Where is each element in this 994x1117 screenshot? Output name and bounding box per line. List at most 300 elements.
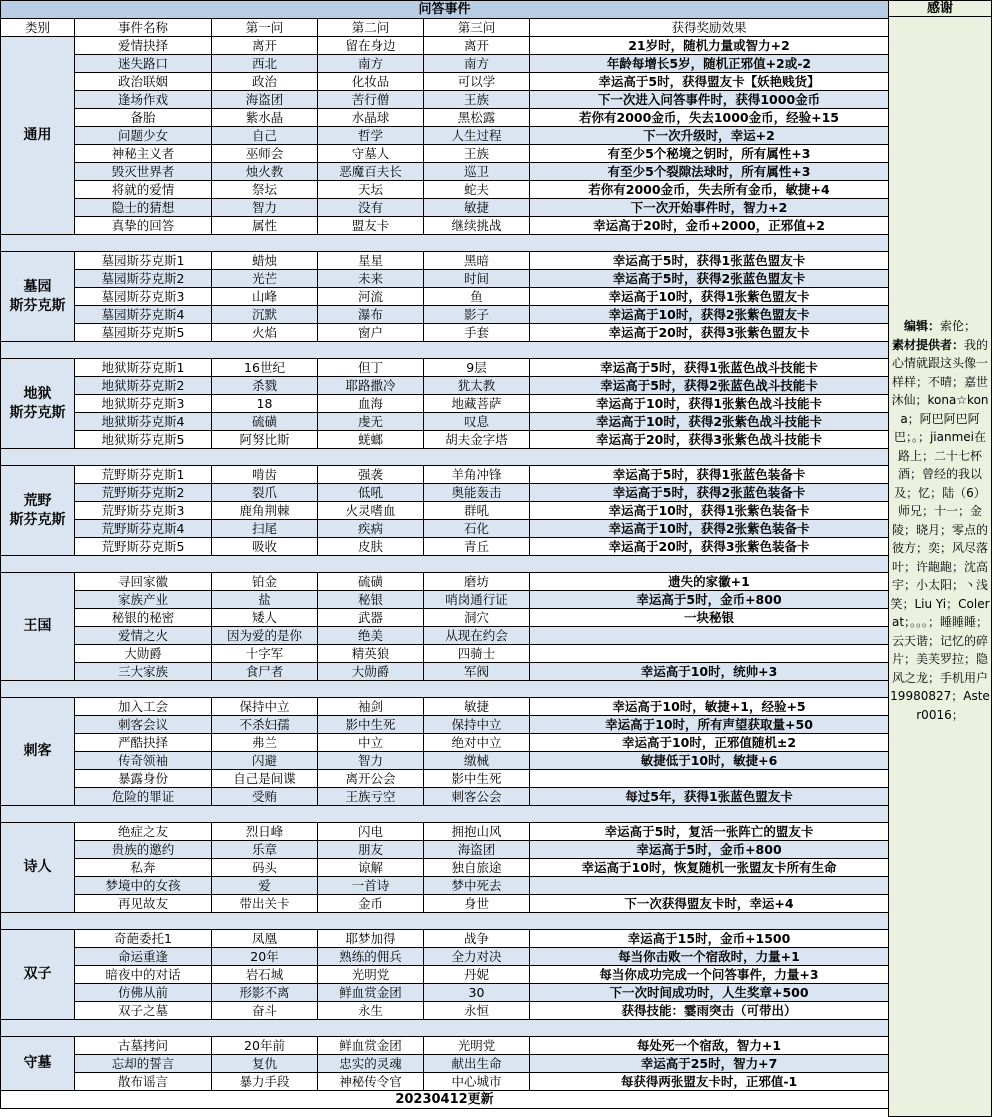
table-row	[1, 770, 889, 788]
table-row	[1, 734, 889, 752]
reward-effect	[530, 770, 889, 788]
first-answer: 鹿角荆棘	[212, 502, 318, 520]
second-answer: 强袭	[318, 466, 424, 484]
second-answer: 永生	[318, 1002, 424, 1020]
event-name: 奇葩委托1	[75, 930, 212, 948]
first-answer: 食尸者	[212, 663, 318, 681]
reward-effect: 幸运高于5时，获得2张蓝色战斗技能卡	[530, 377, 889, 395]
event-name: 绝症之友	[75, 823, 212, 841]
reward-effect: 21岁时，随机力量或智力+2	[530, 37, 889, 55]
reward-effect: 遗失的家徽+1	[530, 573, 889, 591]
table-row	[1, 431, 889, 449]
table-row	[1, 1002, 889, 1020]
table-row	[1, 163, 889, 181]
event-name: 暴露身份	[75, 770, 212, 788]
header-third-question: 第三问	[424, 19, 530, 37]
reward-effect: 幸运高于10时，敏捷+1，经验+5	[530, 698, 889, 716]
header-reward-effect: 获得奖励效果	[530, 19, 889, 37]
event-name: 三大家族	[75, 663, 212, 681]
second-answer: 河流	[318, 288, 424, 306]
second-answer: 精英狼	[318, 645, 424, 663]
third-answer: 四骑士	[424, 645, 530, 663]
second-answer: 星星	[318, 252, 424, 270]
first-answer: 爱	[212, 877, 318, 895]
header-event-name: 事件名称	[75, 19, 212, 37]
first-answer: 铂金	[212, 573, 318, 591]
event-name: 地狱斯芬克斯2	[75, 377, 212, 395]
second-answer: 化妆品	[318, 73, 424, 91]
reward-effect: 幸运高于10时，获得2张紫色战斗技能卡	[530, 413, 889, 431]
reward-effect: 每处死一个宿敌，智力+1	[530, 1037, 889, 1055]
category-cell: 双子	[1, 930, 75, 1020]
second-answer: 耶梦加得	[318, 930, 424, 948]
reward-effect: 幸运高于10时，获得1张紫色盟友卡	[530, 288, 889, 306]
third-answer: 离开	[424, 37, 530, 55]
event-name: 大勋爵	[75, 645, 212, 663]
event-name: 将就的爱情	[75, 181, 212, 199]
event-name: 贵族的邀约	[75, 841, 212, 859]
third-answer: 绝对中立	[424, 734, 530, 752]
header-category: 类别	[1, 19, 75, 37]
reward-effect: 幸运高于10时，获得1张紫色战斗技能卡	[530, 395, 889, 413]
separator-cell	[1, 235, 889, 252]
third-answer: 永恒	[424, 1002, 530, 1020]
reward-effect	[530, 627, 889, 645]
second-answer: 谅解	[318, 859, 424, 877]
table-title: 问答事件	[1, 1, 889, 19]
event-name: 墓园斯芬克斯2	[75, 270, 212, 288]
event-name: 地狱斯芬克斯4	[75, 413, 212, 431]
separator-cell	[1, 913, 889, 930]
second-answer: 绝美	[318, 627, 424, 645]
table-row	[1, 609, 889, 627]
category-cell: 通用	[1, 37, 75, 235]
category-cell: 荒野 斯芬克斯	[1, 466, 75, 556]
event-name: 荒野斯芬克斯3	[75, 502, 212, 520]
first-answer: 蜡烛	[212, 252, 318, 270]
reward-effect: 幸运高于15时，金币+1500	[530, 930, 889, 948]
first-answer: 20年	[212, 948, 318, 966]
table-row	[1, 538, 889, 556]
third-answer: 海盗团	[424, 841, 530, 859]
third-answer: 黑暗	[424, 252, 530, 270]
reward-effect: 获得技能：霎雨突击（可带出）	[530, 1002, 889, 1020]
providers-label: 素材提供者：	[891, 337, 964, 352]
event-name: 备胎	[75, 109, 212, 127]
first-answer: 不杀妇孺	[212, 716, 318, 734]
event-name: 私奔	[75, 859, 212, 877]
first-answer: 海盗团	[212, 91, 318, 109]
event-name: 刺客会议	[75, 716, 212, 734]
thanks-panel	[888, 17, 992, 1117]
second-answer: 留在身边	[318, 37, 424, 55]
third-answer: 奥能轰击	[424, 484, 530, 502]
table-row	[1, 55, 889, 73]
table-row	[1, 966, 889, 984]
second-answer: 没有	[318, 199, 424, 217]
first-answer: 形影不离	[212, 984, 318, 1002]
third-answer: 蛇夫	[424, 181, 530, 199]
third-answer: 拥抱山风	[424, 823, 530, 841]
second-answer: 影中生死	[318, 716, 424, 734]
event-name: 墓园斯芬克斯1	[75, 252, 212, 270]
first-answer: 带出关卡	[212, 895, 318, 913]
second-answer: 中立	[318, 734, 424, 752]
event-name: 传奇领袖	[75, 752, 212, 770]
reward-effect: 敏捷低于10时，敏捷+6	[530, 752, 889, 770]
first-answer: 裂爪	[212, 484, 318, 502]
second-answer: 窗户	[318, 324, 424, 342]
table-row	[1, 73, 889, 91]
table-row	[1, 698, 889, 716]
reward-effect: 每当你击败一个宿敌时，力量+1	[530, 948, 889, 966]
event-name: 严酷抉择	[75, 734, 212, 752]
event-name: 爱情之火	[75, 627, 212, 645]
table-row	[1, 181, 889, 199]
second-answer: 神秘传令官	[318, 1073, 424, 1091]
group-separator	[1, 449, 889, 466]
second-answer: 耶路撒冷	[318, 377, 424, 395]
reward-effect: 每获得两张盟友卡时，正邪值-1	[530, 1073, 889, 1091]
group-separator	[1, 556, 889, 573]
reward-effect: 幸运高于5时，获得1张蓝色战斗技能卡	[530, 359, 889, 377]
second-answer: 硫磺	[318, 573, 424, 591]
second-answer: 天坛	[318, 181, 424, 199]
reward-effect: 幸运高于10时，恢复随机一张盟友卡所有生命	[530, 859, 889, 877]
second-answer: 朋友	[318, 841, 424, 859]
event-name: 仿佛从前	[75, 984, 212, 1002]
first-answer: 巫师会	[212, 145, 318, 163]
category-cell: 王国	[1, 573, 75, 681]
third-answer: 影中生死	[424, 770, 530, 788]
group-separator	[1, 342, 889, 359]
table-row	[1, 627, 889, 645]
group-separator	[1, 806, 889, 823]
reward-effect: 幸运高于5时，获得1张蓝色装备卡	[530, 466, 889, 484]
table-row	[1, 413, 889, 431]
reward-effect: 幸运高于25时，智力+7	[530, 1055, 889, 1073]
second-answer: 恶魔百夫长	[318, 163, 424, 181]
first-answer: 暴力手段	[212, 1073, 318, 1091]
first-answer: 因为爱的是你	[212, 627, 318, 645]
table-row	[1, 252, 889, 270]
event-name: 梦境中的女孩	[75, 877, 212, 895]
reward-effect: 幸运高于20时，获得3张紫色战斗技能卡	[530, 431, 889, 449]
third-answer: 黑松露	[424, 109, 530, 127]
table-row	[1, 324, 889, 342]
second-answer: 离开公会	[318, 770, 424, 788]
reward-effect: 幸运高于5时，获得2张蓝色装备卡	[530, 484, 889, 502]
second-answer: 疾病	[318, 520, 424, 538]
reward-effect: 幸运高于5时，获得1张蓝色盟友卡	[530, 252, 889, 270]
third-answer: 地藏菩萨	[424, 395, 530, 413]
table-row	[1, 591, 889, 609]
first-answer: 弗兰	[212, 734, 318, 752]
third-answer: 献出生命	[424, 1055, 530, 1073]
third-answer: 鱼	[424, 288, 530, 306]
second-answer: 忠实的灵魂	[318, 1055, 424, 1073]
separator-cell	[1, 342, 889, 359]
group-separator	[1, 235, 889, 252]
table-row	[1, 752, 889, 770]
third-answer: 敏捷	[424, 698, 530, 716]
first-answer: 政治	[212, 73, 318, 91]
table-row	[1, 395, 889, 413]
reward-effect: 幸运高于10时，统帅+3	[530, 663, 889, 681]
event-name: 寻回家徽	[75, 573, 212, 591]
reward-effect: 下一次开始事件时，智力+2	[530, 199, 889, 217]
event-name: 双子之墓	[75, 1002, 212, 1020]
event-name: 忘却的誓言	[75, 1055, 212, 1073]
first-answer: 硫磺	[212, 413, 318, 431]
table-row	[1, 145, 889, 163]
third-answer: 群吼	[424, 502, 530, 520]
reward-effect: 幸运高于5时，金币+800	[530, 591, 889, 609]
third-answer: 犹太教	[424, 377, 530, 395]
table-row	[1, 716, 889, 734]
third-answer: 全力对决	[424, 948, 530, 966]
table-row	[1, 466, 889, 484]
third-answer: 叹息	[424, 413, 530, 431]
third-answer: 羊角冲锋	[424, 466, 530, 484]
reward-effect: 年龄每增长5岁，随机正邪值+2或-2	[530, 55, 889, 73]
editor-name: 索伦；	[940, 319, 977, 333]
first-answer: 吸收	[212, 538, 318, 556]
first-answer: 岩石城	[212, 966, 318, 984]
first-answer: 18	[212, 395, 318, 413]
first-answer: 保持中立	[212, 698, 318, 716]
table-row	[1, 823, 889, 841]
second-answer: 鲜血赏金团	[318, 1037, 424, 1055]
table-row	[1, 359, 889, 377]
event-name: 荒野斯芬克斯1	[75, 466, 212, 484]
event-name: 荒野斯芬克斯2	[75, 484, 212, 502]
reward-effect: 幸运高于10时，所有声望获取量+50	[530, 716, 889, 734]
category-cell: 墓园 斯芬克斯	[1, 252, 75, 342]
event-name: 逢场作戏	[75, 91, 212, 109]
event-name: 问题少女	[75, 127, 212, 145]
first-answer: 属性	[212, 217, 318, 235]
table-row	[1, 306, 889, 324]
event-name: 秘银的秘密	[75, 609, 212, 627]
table-row	[1, 895, 889, 913]
table-row	[1, 1037, 889, 1055]
reward-effect: 幸运高于20时，获得3张紫色盟友卡	[530, 324, 889, 342]
reward-effect: 幸运高于5时，获得盟友卡【妖艳贱货】	[530, 73, 889, 91]
third-answer: 王族	[424, 145, 530, 163]
event-name: 地狱斯芬克斯3	[75, 395, 212, 413]
third-answer: 继续挑战	[424, 217, 530, 235]
table-row	[1, 91, 889, 109]
third-answer: 缴械	[424, 752, 530, 770]
event-name: 暗夜中的对话	[75, 966, 212, 984]
header-second-question: 第二问	[318, 19, 424, 37]
table-row	[1, 377, 889, 395]
third-answer: 手套	[424, 324, 530, 342]
reward-effect: 幸运高于5时，金币+800	[530, 841, 889, 859]
table-row	[1, 930, 889, 948]
first-answer: 紫水晶	[212, 109, 318, 127]
editor-label: 编辑：	[903, 319, 940, 333]
footer-row	[1, 1091, 889, 1109]
update-date: 20230412更新	[1, 1091, 889, 1109]
third-answer: 巡卫	[424, 163, 530, 181]
third-answer: 时间	[424, 270, 530, 288]
event-name: 地狱斯芬克斯5	[75, 431, 212, 449]
reward-effect: 下一次时间成功时，人生奖章+500	[530, 984, 889, 1002]
reward-effect: 幸运高于10时，获得1张紫色装备卡	[530, 502, 889, 520]
first-answer: 凤凰	[212, 930, 318, 948]
third-answer: 胡夫金字塔	[424, 431, 530, 449]
first-answer: 光芒	[212, 270, 318, 288]
event-name: 地狱斯芬克斯1	[75, 359, 212, 377]
reward-effect: 一块秘银	[530, 609, 889, 627]
first-answer: 十字军	[212, 645, 318, 663]
reward-effect: 有至少5个秘境之钥时，所有属性+3	[530, 145, 889, 163]
event-name: 墓园斯芬克斯4	[75, 306, 212, 324]
table-row	[1, 984, 889, 1002]
reward-effect: 幸运高于5时，复活一张阵亡的盟友卡	[530, 823, 889, 841]
header-first-question: 第一问	[212, 19, 318, 37]
table-row	[1, 1073, 889, 1091]
third-answer: 哨岗通行证	[424, 591, 530, 609]
third-answer: 身世	[424, 895, 530, 913]
separator-cell	[1, 806, 889, 823]
event-name: 古墓拷问	[75, 1037, 212, 1055]
group-separator	[1, 681, 889, 698]
first-answer: 沉默	[212, 306, 318, 324]
second-answer: 但丁	[318, 359, 424, 377]
second-answer: 南方	[318, 55, 424, 73]
event-name: 加入工会	[75, 698, 212, 716]
second-answer: 秘银	[318, 591, 424, 609]
reward-effect: 幸运高于10时，获得2张紫色装备卡	[530, 520, 889, 538]
third-answer: 刺客公会	[424, 788, 530, 806]
second-answer: 水晶球	[318, 109, 424, 127]
first-answer: 祭坛	[212, 181, 318, 199]
table-row	[1, 520, 889, 538]
second-answer: 瀑布	[318, 306, 424, 324]
table-row	[1, 663, 889, 681]
second-answer: 未来	[318, 270, 424, 288]
separator-cell	[1, 556, 889, 573]
reward-effect: 幸运高于10时，正邪值随机±2	[530, 734, 889, 752]
event-name: 危险的罪证	[75, 788, 212, 806]
second-answer: 蜣螂	[318, 431, 424, 449]
reward-effect	[530, 645, 889, 663]
table-row	[1, 270, 889, 288]
third-answer: 军阀	[424, 663, 530, 681]
second-answer: 光明党	[318, 966, 424, 984]
category-cell: 刺客	[1, 698, 75, 806]
first-answer: 闪避	[212, 752, 318, 770]
event-name: 神秘主义者	[75, 145, 212, 163]
second-answer: 血海	[318, 395, 424, 413]
reward-effect: 若你有2000金币，失去所有金币，敏捷+4	[530, 181, 889, 199]
table-row	[1, 859, 889, 877]
first-answer: 自己	[212, 127, 318, 145]
second-answer: 盟友卡	[318, 217, 424, 235]
table-row	[1, 37, 889, 55]
event-name: 真挚的回答	[75, 217, 212, 235]
table-row	[1, 788, 889, 806]
reward-effect: 有至少5个裂隙法球时，所有属性+3	[530, 163, 889, 181]
table-row	[1, 573, 889, 591]
first-answer: 乐章	[212, 841, 318, 859]
separator-cell	[1, 681, 889, 698]
table-row	[1, 217, 889, 235]
reward-effect: 每过5年，获得1张蓝色盟友卡	[530, 788, 889, 806]
second-answer: 大勋爵	[318, 663, 424, 681]
first-answer: 阿努比斯	[212, 431, 318, 449]
second-answer: 王族亏空	[318, 788, 424, 806]
separator-cell	[1, 1020, 889, 1037]
event-name: 荒野斯芬克斯5	[75, 538, 212, 556]
first-answer: 烈日峰	[212, 823, 318, 841]
table-row	[1, 288, 889, 306]
third-answer: 影子	[424, 306, 530, 324]
reward-effect	[530, 877, 889, 895]
event-name: 墓园斯芬克斯5	[75, 324, 212, 342]
third-answer: 丹妮	[424, 966, 530, 984]
reward-effect: 下一次升级时，幸运+2	[530, 127, 889, 145]
first-answer: 火焰	[212, 324, 318, 342]
first-answer: 16世纪	[212, 359, 318, 377]
first-answer: 自己是间谍	[212, 770, 318, 788]
event-name: 墓园斯芬克斯3	[75, 288, 212, 306]
reward-effect: 幸运高于20时，获得3张紫色装备卡	[530, 538, 889, 556]
category-cell: 地狱 斯芬克斯	[1, 359, 75, 449]
providers-list: 我的心情就跟这头像一样样；不晴；嘉世沐仙；kona☆kona；阿巴阿巴阿巴；。；jianmei在路上；二十七杯酒；曾经的我以及；忆；陆（6）师兄；十一；金陵；晓月；零点的彼方；奕；风尽落叶；许龅龅；沈高宇；小太阳；丶浅笑；Liu Yi；Colerat；。。。；睡睡睡；云天谐；记忆的碎片；美芙罗拉；隐风之龙；手机用户19980827；Aster0016；	[890, 337, 990, 722]
second-answer: 金币	[318, 895, 424, 913]
event-name: 迷失路口	[75, 55, 212, 73]
first-answer: 西北	[212, 55, 318, 73]
first-answer: 盐	[212, 591, 318, 609]
second-answer: 一首诗	[318, 877, 424, 895]
third-answer: 从现在约会	[424, 627, 530, 645]
first-answer: 杀戮	[212, 377, 318, 395]
third-answer: 洞穴	[424, 609, 530, 627]
table-row	[1, 502, 889, 520]
event-name: 再见故友	[75, 895, 212, 913]
group-separator	[1, 1020, 889, 1037]
second-answer: 守墓人	[318, 145, 424, 163]
first-answer: 奋斗	[212, 1002, 318, 1020]
first-answer: 受贿	[212, 788, 318, 806]
second-answer: 苦行僧	[318, 91, 424, 109]
reward-effect: 下一次获得盟友卡时，幸运+4	[530, 895, 889, 913]
event-name: 家族产业	[75, 591, 212, 609]
separator-cell	[1, 449, 889, 466]
event-name: 毁灭世界者	[75, 163, 212, 181]
reward-effect: 每当你成功完成一个问答事件，力量+3	[530, 966, 889, 984]
category-cell: 诗人	[1, 823, 75, 913]
thanks-header: 感谢	[888, 0, 992, 17]
third-answer: 中心城市	[424, 1073, 530, 1091]
third-answer: 光明党	[424, 1037, 530, 1055]
header-row	[1, 19, 889, 37]
first-answer: 离开	[212, 37, 318, 55]
second-answer: 火灵嗜血	[318, 502, 424, 520]
table-row	[1, 1055, 889, 1073]
second-answer: 哲学	[318, 127, 424, 145]
second-answer: 熟练的佣兵	[318, 948, 424, 966]
table-row	[1, 127, 889, 145]
first-answer: 20年前	[212, 1037, 318, 1055]
third-answer: 保持中立	[424, 716, 530, 734]
event-name: 命运重逢	[75, 948, 212, 966]
first-answer: 智力	[212, 199, 318, 217]
